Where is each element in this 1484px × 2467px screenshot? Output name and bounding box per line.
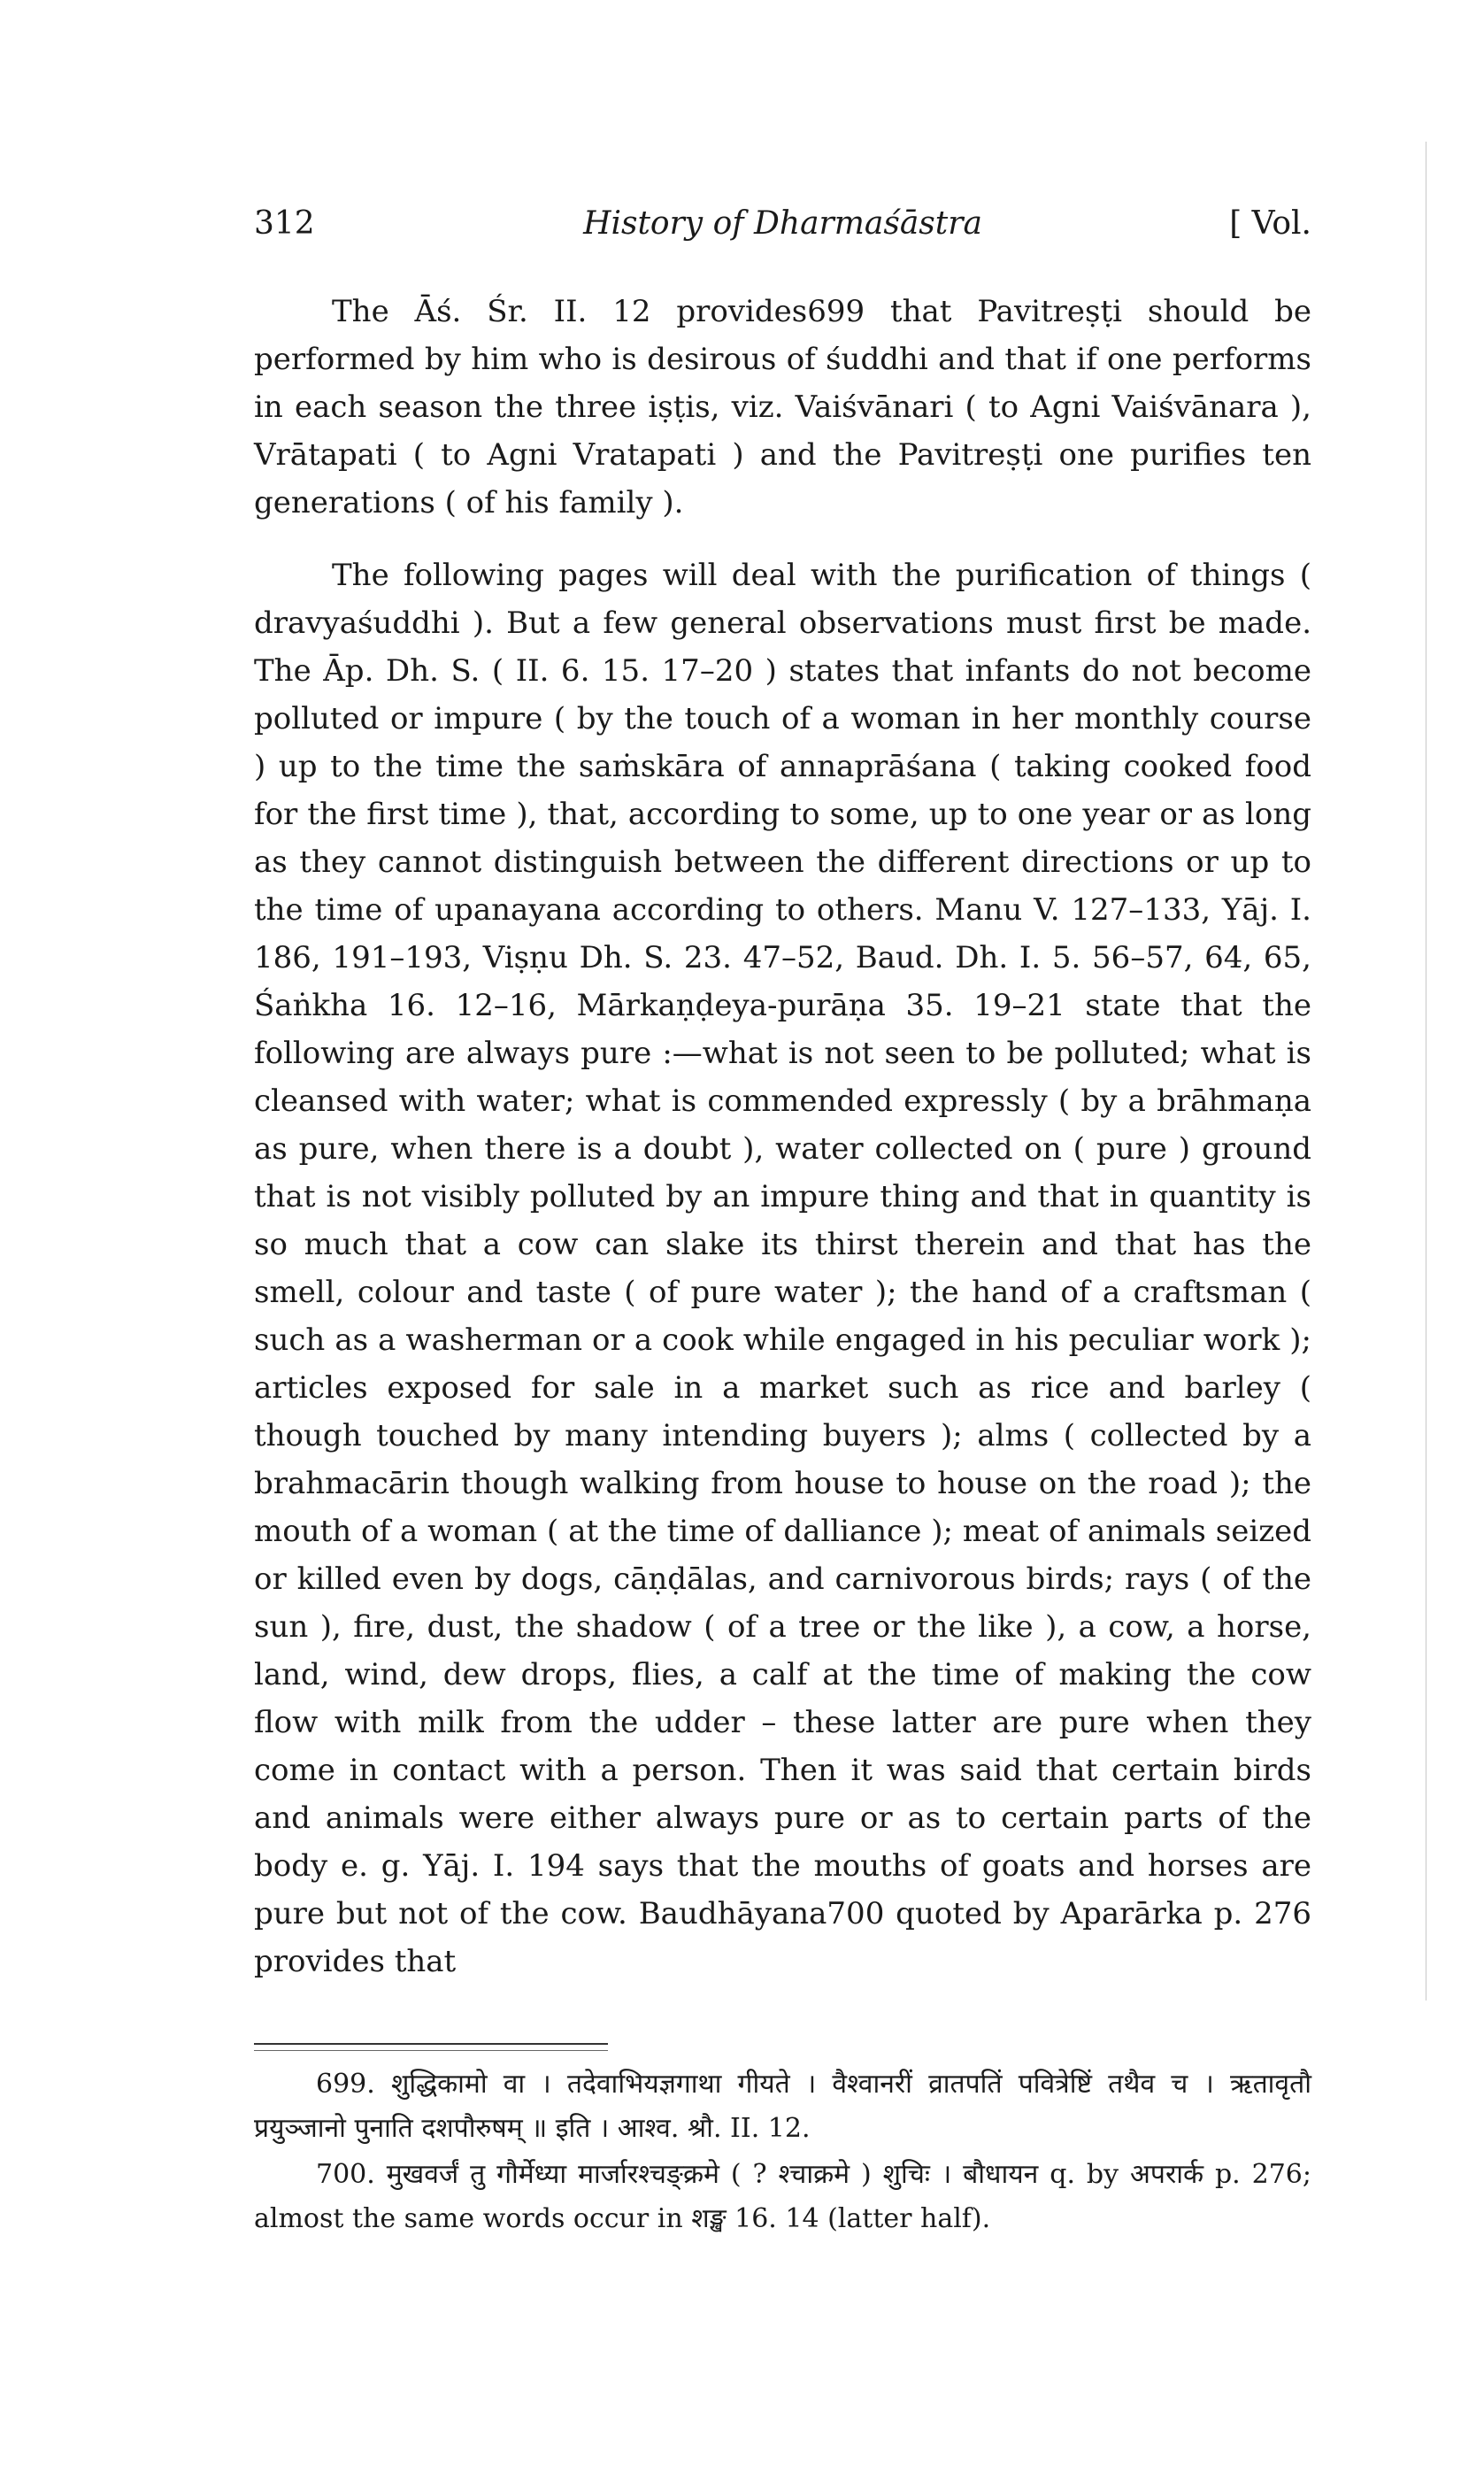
volume-label: [ Vol.	[1229, 205, 1311, 242]
footnote: 700. मुखवर्जं तु गौर्मेध्या मार्जारश्चङ्क्रमे ( ? श्चाक्रमे ) शुचिः । बौधायन q. by अपरार्क p. 276; almost the same words occur in शङ्ख 16. 14 (latter half).	[254, 2159, 1311, 2234]
footnote: 699. शुद्धिकामो वा । तदेवाभियज्ञगाथा गीयते । वैश्वानरीं व्रातपतिं पवित्रेष्टिं तथैव च । ऋतावृतौ प्रयुञ्जानो पुनाति दशपौरुषम् ॥ इति । आश्व. श्रौ. II. 12.	[254, 2069, 1311, 2144]
page-header	[254, 205, 1311, 250]
paragraph: The following pages will deal with the purification of things ( dravyaśuddhi ). But a few general observations must first be made. The Āp. Dh. S. ( II. 6. 15. 17–20 ) states that infants do not become polluted or impure ( by the touch of a woman in her monthly course ) up to the time the saṁskāra of annaprāśana ( taking cooked food for the first time ), that, according to some, up to one year or as long as they cannot distinguish between the different directions or up to the time of upanayana according to others. Manu V. 127–133, Yāj. I. 186, 191–193, Viṣṇu Dh. S. 23. 47–52, Baud. Dh. I. 5. 56–57, 64, 65, Śaṅkha 16. 12–16, Mārkaṇḍeya-purāṇa 35. 19–21 state that the following are always pure :—what is not seen to be polluted; what is cleansed with water; what is commended expressly ( by a brāhmaṇa as pure, when there is a doubt ), water collected on ( pure ) ground that is not visibly polluted by an impure thing and that in quantity is so much that a cow can slake its thirst therein and that has the smell, colour and taste ( of pure water ); the hand of a craftsman ( such as a washerman or a cook while engaged in his peculiar work ); articles exposed for sale in a market such as rice and barley ( though touched by many intending buyers ); alms ( collected by a brahmacārin though walking from house to house on the road ); the mouth of a woman ( at the time of dalliance ); meat of animals seized or killed even by dogs, cāṇḍālas, and carnivorous birds; rays ( of the sun ), fire, dust, the shadow ( of a tree or the like ), a cow, a horse, land, wind, dew drops, flies, a calf at the time of making the cow flow with milk from the udder – these latter are pure when they come in contact with a person. Then it was said that certain birds and animals were either always pure or as to certain parts of the body e. g. Yāj. I. 194 says that the mouths of goats and horses are pure but not of the cow. Baudhāyana700 quoted by Aparārka p. 276 provides that	[254, 558, 1311, 1979]
footnote-divider-inner	[254, 2050, 608, 2051]
body-text	[254, 288, 1311, 2010]
footnote-divider	[254, 2043, 608, 2045]
paragraph: The Āś. Śr. II. 12 provides699 that Pavitreṣṭi should be performed by him who is desirous of śuddhi and that if one performs in each season the three iṣṭis, viz. Vaiśvānari ( to Agni Vaiśvānara ), Vrātapati ( to Agni Vratapati ) and the Pavitreṣṭi one purifies ten generations ( of his family ).	[254, 294, 1311, 520]
page-number: 312	[254, 205, 315, 242]
footnotes	[254, 2062, 1311, 2243]
running-title: History of Dharmaśāstra	[583, 205, 982, 242]
